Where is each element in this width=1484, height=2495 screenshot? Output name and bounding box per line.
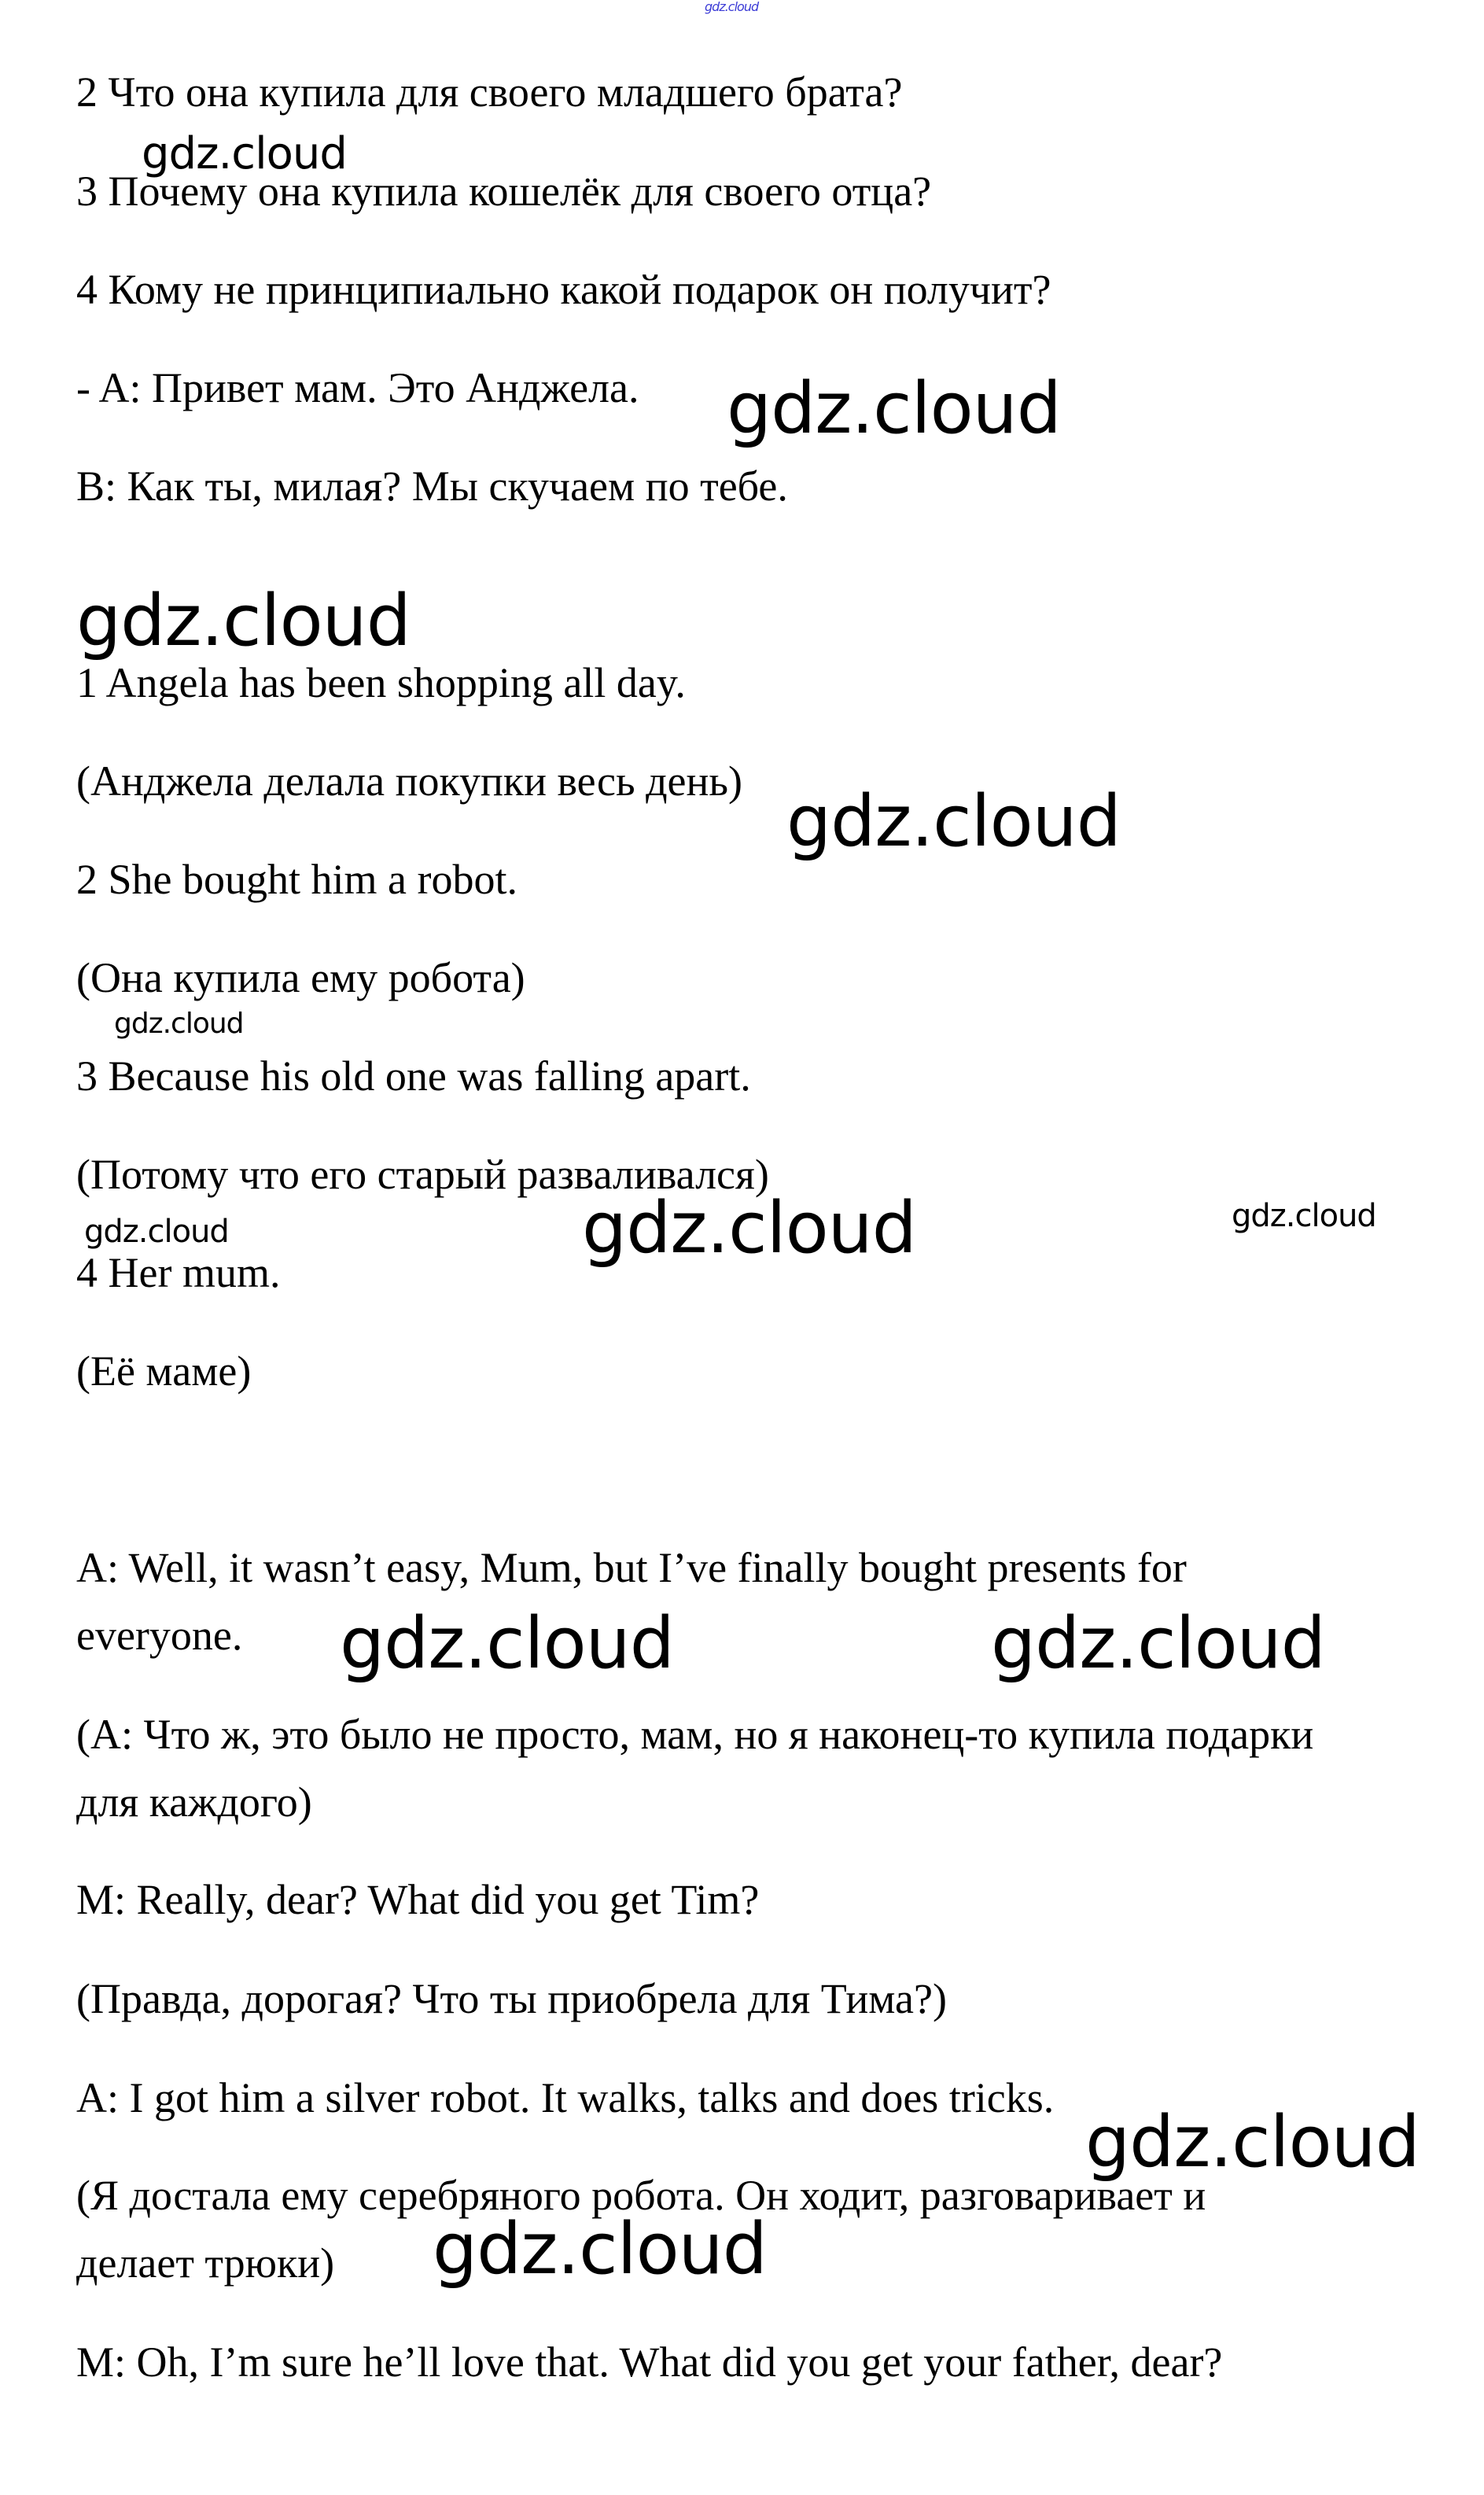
dialogue-line-1-translation: (A: Что ж, это было не просто, мам, но я наконец-то купила подарки [76,1711,1314,1758]
question-2: 2 Что она купила для своего младшего брата? [76,68,903,116]
watermark: gdz.cloud [76,580,411,662]
dialogue-line-4: M: Oh, I’m sure he’ll love that. What did you get your father, dear? [76,2338,1223,2386]
answer-1-translation: (Анджела делала покупки весь день) [76,757,743,805]
watermark: gdz.cloud [142,128,347,179]
watermark: gdz.cloud [1232,1198,1376,1234]
watermark: gdz.cloud [340,1602,674,1685]
answer-3-translation: (Потому что его старый разваливался) [76,1151,769,1198]
watermark-top: gdz.cloud [705,0,759,14]
intro-line-a: - A: Привет мам. Это Анджела. [76,364,639,411]
dialogue-line-1: A: Well, it wasn’t easy, Mum, but I’ve finally bought presents for [76,1544,1187,1591]
watermark: gdz.cloud [991,1602,1325,1685]
watermark: gdz.cloud [1085,2101,1420,2184]
dialogue-line-3: A: I got him a silver robot. It walks, talks and does tricks. [76,2074,1055,2121]
watermark: gdz.cloud [114,1008,244,1040]
question-4: 4 Кому не принципиально какой подарок он получит? [76,266,1051,313]
dialogue-line-3-translation: (Я достала ему серебряного робота. Он ходит, разговаривает и [76,2172,1206,2219]
watermark: gdz.cloud [582,1187,916,1270]
dialogue-line-2: M: Really, dear? What did you get Tim? [76,1876,760,1923]
watermark: gdz.cloud [727,367,1061,450]
question-3: 3 Почему она купила кошелёк для своего отца? [76,168,932,215]
dialogue-line-2-translation: (Правда, дорогая? Что ты приобрела для Тима?) [76,1975,947,2022]
dialogue-line-3-translation-cont: делает трюки) [76,2239,335,2287]
answer-1: 1 Angela has been shopping all day. [76,659,686,706]
watermark: gdz.cloud [433,2208,767,2290]
watermark: gdz.cloud [786,780,1121,863]
answer-4-translation: (Её маме) [76,1347,252,1395]
answer-4: 4 Her mum. [76,1249,281,1296]
dialogue-line-1-translation-cont: для каждого) [76,1778,312,1826]
answer-2-translation: (Она купила ему робота) [76,954,525,1001]
answer-3: 3 Because his old one was falling apart. [76,1052,751,1100]
intro-line-b: B: Как ты, милая? Мы скучаем по тебе. [76,463,788,510]
dialogue-line-1-cont: everyone. [76,1612,243,1659]
answer-2: 2 She bought him a robot. [76,856,517,903]
watermark: gdz.cloud [84,1214,229,1250]
